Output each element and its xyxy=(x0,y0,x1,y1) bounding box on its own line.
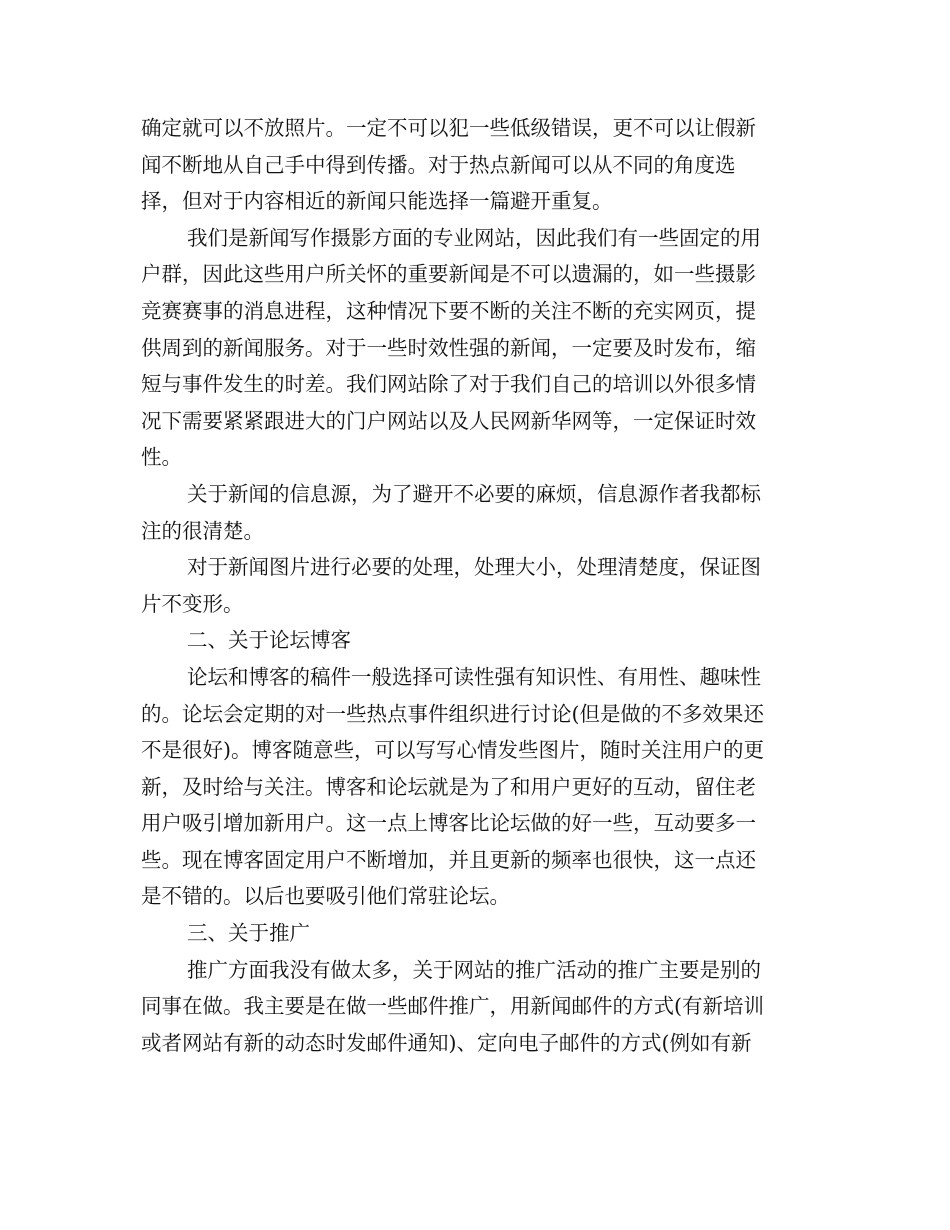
text-line: 注的很清楚。 xyxy=(141,518,264,543)
paragraph-start-line: 我们是新闻写作摄影方面的专业网站，因此我们有一些固定的用 xyxy=(187,225,761,250)
section-heading: 二、关于论坛博客 xyxy=(187,628,351,653)
text-line: 用户吸引增加新用户。这一点上博客比论坛做的好一些，互动要多一 xyxy=(141,811,756,836)
text-line: 些。现在博客固定用户不断增加，并且更新的频率也很快，这一点还 xyxy=(141,847,756,872)
text-line: 况下需要紧紧跟进大的门户网站以及人民网新华网等，一定保证时效 xyxy=(141,408,756,433)
text-line: 性。 xyxy=(141,445,182,470)
text-line: 短与事件发生的时差。我们网站除了对于我们自己的培训以外很多情 xyxy=(141,372,756,397)
text-line: 同事在做。我主要是在做一些邮件推广，用新闻邮件的方式(有新培训 xyxy=(141,994,764,1019)
text-line: 确定就可以不放照片。一定不可以犯一些低级错误，更不可以让假新 xyxy=(141,116,756,140)
text-line: 户群，因此这些用户所关怀的重要新闻是不可以遗漏的，如一些摄影 xyxy=(141,262,756,287)
text-line: 新，及时给与关注。博客和论坛就是为了和用户更好的互动，留住老 xyxy=(141,774,756,799)
paragraph-start-line: 对于新闻图片进行必要的处理，处理大小，处理清楚度，保证图 xyxy=(187,555,761,580)
text-line: 的。论坛会定期的对一些热点事件组织进行讨论(但是做的不多效果还 xyxy=(141,701,764,726)
text-line: 供周到的新闻服务。对于一些时效性强的新闻，一定要及时发布，缩 xyxy=(141,335,756,360)
paragraph-start-line: 推广方面我没有做太多，关于网站的推广活动的推广主要是别的 xyxy=(187,957,761,982)
document-page xyxy=(141,110,806,1061)
text-line: 是不错的。以后也要吸引他们常驻论坛。 xyxy=(141,884,510,909)
text-line: 片不变形。 xyxy=(141,591,244,616)
section-heading: 三、关于推广 xyxy=(187,921,310,946)
text-line: 竞赛赛事的消息进程，这种情况下要不断的关注不断的充实网页，提 xyxy=(141,298,756,323)
text-line: 闻不断地从自己手中得到传播。对于热点新闻可以从不同的角度选 xyxy=(141,152,736,177)
text-line: 择，但对于内容相近的新闻只能选择一篇避开重复。 xyxy=(141,189,613,214)
text-line: 或者网站有新的动态时发邮件通知)、定向电子邮件的方式(例如有新 xyxy=(141,1030,752,1055)
paragraph-start-line: 关于新闻的信息源，为了避开不必要的麻烦，信息源作者我都标 xyxy=(187,481,761,506)
paragraph-start-line: 论坛和博客的稿件一般选择可读性强有知识性、有用性、趣味性 xyxy=(187,664,761,689)
text-line: 不是很好)。博客随意些，可以写写心情发些图片，随时关注用户的更 xyxy=(141,738,764,763)
